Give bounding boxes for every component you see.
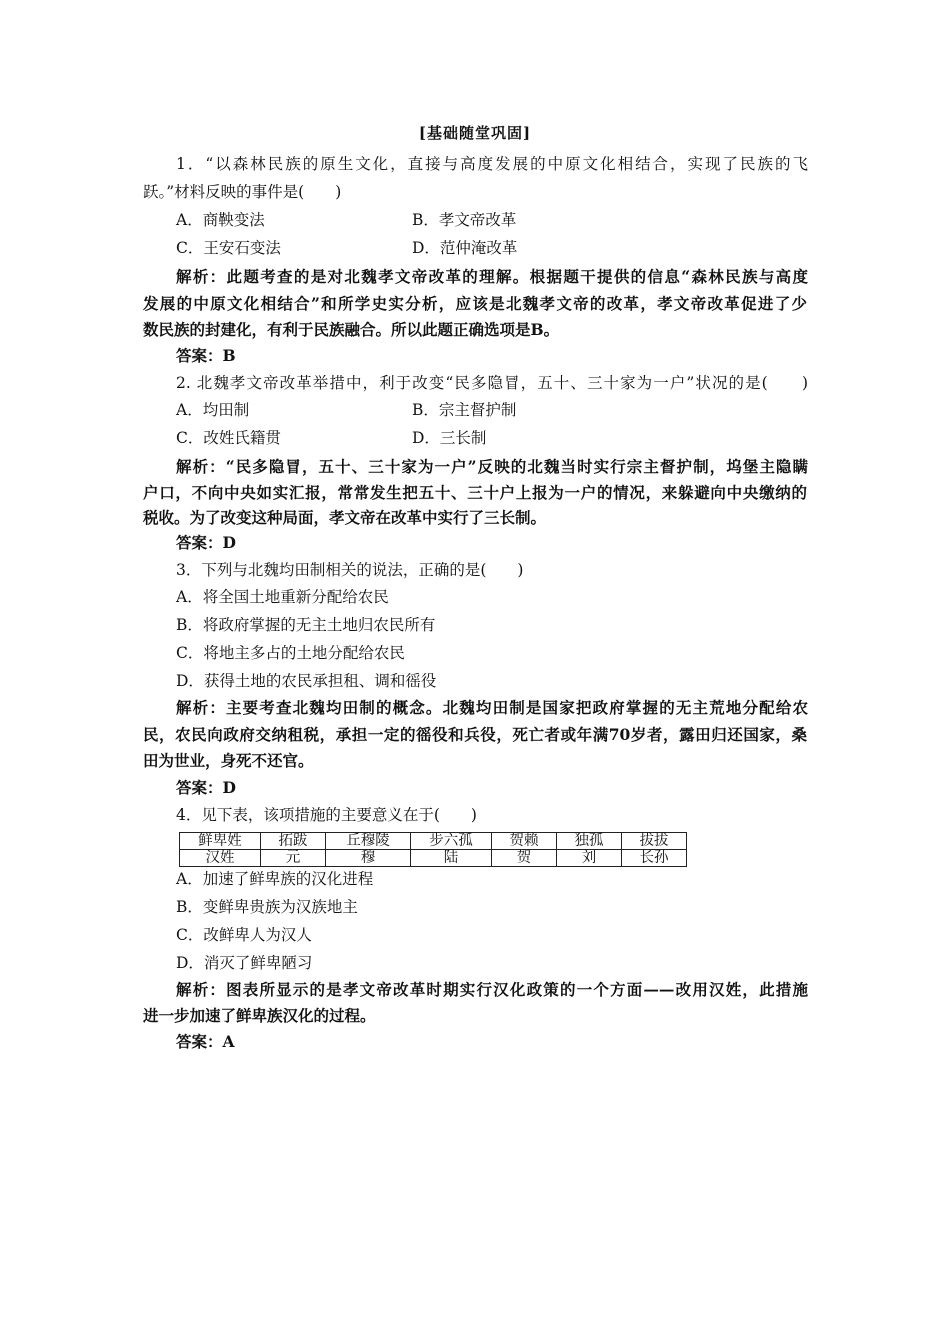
q1-option-b: B．孝文帝改革	[412, 211, 517, 229]
table-cell: 长孙	[622, 850, 687, 867]
q2-analysis-line-2: 户口，不向中央如实汇报，常常发生把五十、三十户上报为一户的情况，来躲避向中央缴纳的	[143, 483, 807, 502]
section-heading: [基础随堂巩固]	[418, 124, 532, 142]
q4-option-a: A．加速了鲜卑族的汉化进程	[176, 870, 374, 888]
table-cell: 贺	[492, 850, 557, 867]
q2-option-d: D．三长制	[412, 429, 487, 447]
q2-option-b: B．宗主督护制	[412, 401, 517, 419]
surname-table	[179, 832, 687, 867]
table-row	[180, 850, 687, 867]
q4-option-b: B．变鲜卑贵族为汉族地主	[176, 898, 358, 916]
q2-stem: 2. 北魏孝文帝改革举措中，利于改变“民多隐冒，五十、三十家为一户”状况的是( )	[176, 374, 808, 392]
q1-option-a: A．商鞅变法	[176, 211, 265, 229]
q4-analysis-line-1: 解析：图表所显示的是孝文帝改革时期实行汉化政策的一个方面——改用汉姓，此措施	[176, 980, 808, 999]
table-cell: 独孤	[557, 833, 622, 850]
q2-option-c: C．改姓氏籍贯	[176, 429, 281, 447]
q1-answer: 答案：B	[176, 346, 236, 365]
q3-stem: 3．下列与北魏均田制相关的说法，正确的是( )	[176, 561, 524, 579]
table-cell: 汉姓	[180, 850, 261, 867]
q4-option-d: D．消灭了鲜卑陋习	[176, 954, 313, 972]
table-cell: 穆	[326, 850, 411, 867]
q2-analysis-line-3: 税收。为了改变这种局面，孝文帝在改革中实行了三长制。	[143, 508, 547, 527]
table-cell: 刘	[557, 850, 622, 867]
table-row	[180, 833, 687, 850]
table-cell: 贺赖	[492, 833, 557, 850]
q3-answer: 答案：D	[176, 778, 236, 797]
table-cell: 拔拔	[622, 833, 687, 850]
q3-option-a: A．将全国土地重新分配给农民	[176, 588, 389, 606]
q4-stem: 4．见下表，该项措施的主要意义在于( )	[176, 806, 477, 824]
q1-stem-line-1: 1．“以森林民族的原生文化，直接与高度发展的中原文化相结合，实现了民族的飞	[176, 155, 808, 173]
q2-option-a: A．均田制	[176, 401, 250, 419]
q1-stem-line-2: 跃。”材料反映的事件是( )	[143, 183, 342, 201]
table-cell: 丘穆陵	[326, 833, 411, 850]
table-cell: 鲜卑姓	[180, 833, 261, 850]
q2-analysis-line-1: 解析：“民多隐冒，五十、三十家为一户”反映的北魏当时实行宗主督护制，坞堡主隐瞒	[176, 457, 808, 476]
table-cell: 步六孤	[411, 833, 492, 850]
q3-option-b: B．将政府掌握的无主土地归农民所有	[176, 616, 436, 634]
q1-analysis-line-2: 发展的中原文化相结合”和所学史实分析，应该是北魏孝文帝的改革，孝文帝改革促进了少	[143, 294, 807, 313]
q3-analysis-line-2: 民，农民向政府交纳租税，承担一定的徭役和兵役，死亡者或年满70岁者，露田归还国家，桑	[143, 725, 807, 744]
q3-analysis-line-1: 解析：主要考查北魏均田制的概念。北魏均田制是国家把政府掌握的无主荒地分配给农	[176, 698, 808, 717]
q3-analysis-line-3: 田为世业，身死不还官。	[143, 751, 314, 770]
table-cell: 元	[261, 850, 326, 867]
table-cell: 陆	[411, 850, 492, 867]
q4-option-c: C．改鲜卑人为汉人	[176, 926, 312, 944]
q2-answer: 答案：D	[176, 533, 236, 552]
table-cell: 拓跋	[261, 833, 326, 850]
q1-option-d: D．范仲淹改革	[412, 239, 518, 257]
q1-analysis-line-1: 解析：此题考查的是对北魏孝文帝改革的理解。根据题干提供的信息“森林民族与高度	[176, 267, 808, 286]
q3-option-c: C．将地主多占的土地分配给农民	[176, 644, 405, 662]
q1-analysis-line-3: 数民族的封建化，有利于民族融合。所以此题正确选项是B。	[143, 320, 560, 339]
q4-analysis-line-2: 进一步加速了鲜卑族汉化的过程。	[143, 1006, 376, 1025]
q3-option-d: D．获得土地的农民承担租、调和徭役	[176, 672, 437, 690]
q1-option-c: C．王安石变法	[176, 239, 281, 257]
q4-answer: 答案：A	[176, 1032, 235, 1051]
